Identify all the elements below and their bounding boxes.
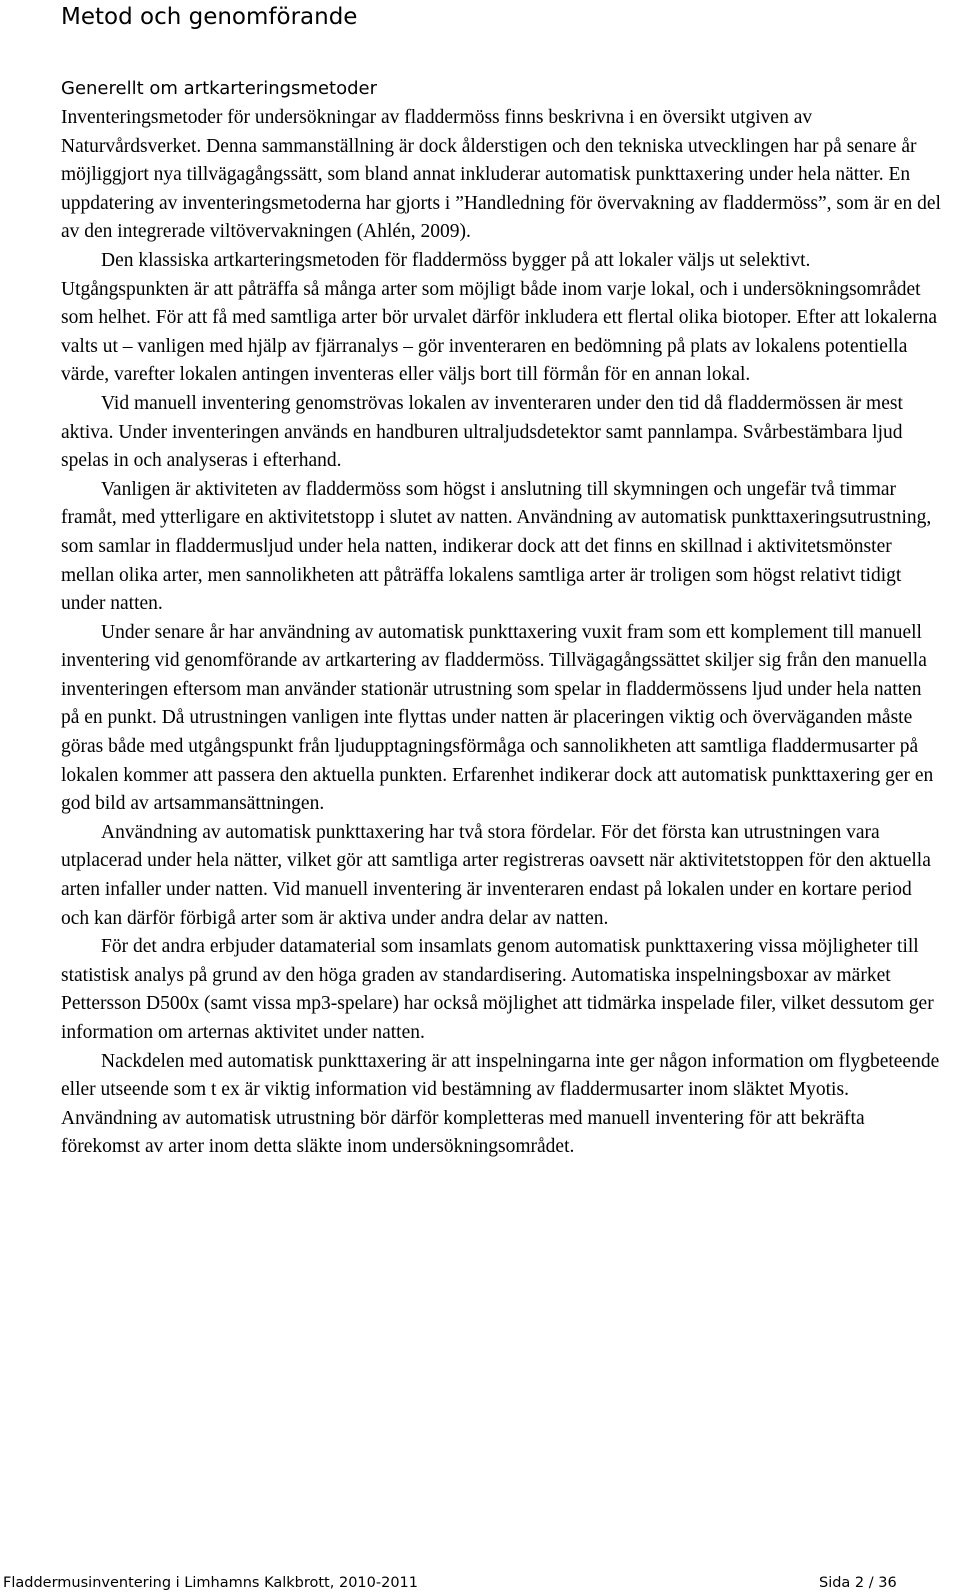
paragraph-first-advantage: Användning av automatisk punkttaxering har två stora fördelar. För det första kan utrustningen vara utplacerad under hela nätter, vilket gör att samtliga arter registreras oavsett när aktivitetstoppen för den aktuella arten infaller under natten. Vid manuell inventering är inventeraren endast på lokalen under en kortare period och kan därför förbigå arter som är aktiva under andra delar av natten.	[61, 821, 931, 929]
paragraph-classic-method: Den klassiska artkarteringsmetoden för fladdermöss bygger på att lokaler väljs ut selektivt. Utgångspunkten är att påträffa så många arter som möjligt både inom varje lokal, och i undersökningsområdet som helhet. För att få med samtliga arter bör urvalet därför inkludera ett flertal olika biotoper. Efter att lokalerna valts ut – vanligen med hjälp av fjärranalys – gör inventeraren en bedömning på plats av lokalens potentiella värde, varefter lokalen antingen inventeras eller väljs bort till förmån för en annan lokal.	[61, 249, 938, 386]
paragraph-disadvantage: Nackdelen med automatisk punkttaxering är att inspelningarna inte ger någon information om flygbeteende eller utseende som t ex är viktig information vid bestämning av fladdermusarter inom släktet Myotis. Användning av automatisk utrustning bör därför kompletteras med manuell inventering för att bekräfta förekomst av arter inom detta släkte inom undersökningsområdet.	[61, 1050, 940, 1158]
body-text	[61, 104, 943, 1162]
footer-page-number: Sida 2 / 36	[819, 1575, 897, 1591]
section-heading: Generellt om artkarteringsmetoder	[61, 78, 377, 99]
footer-document-title: Fladdermusinventering i Limhamns Kalkbrott, 2010-2011	[3, 1575, 418, 1591]
paragraph-second-advantage: För det andra erbjuder datamaterial som insamlats genom automatisk punkttaxering vissa möjligheter till statistisk analys på grund av den höga graden av standardisering. Automatiska inspelningsboxar av märket Pettersson D500x (samt vissa mp3-spelare) har också möjlighet att tidmärka inspelade filer, vilket dessutom ger information om arternas aktivitet under natten.	[61, 936, 934, 1043]
paragraph-manual-inventory: Vid manuell inventering genomströvas lokalen av inventeraren under den tid då fladdermössen är mest aktiva. Under inventeringen används en handburen ultraljudsdetektor samt pannlampa. Svårbestämbara ljud spelas in och analyseras i efterhand.	[61, 392, 903, 472]
page-footer	[0, 1573, 960, 1593]
page-title: Metod och genomförande	[61, 4, 358, 30]
paragraph-activity-pattern: Vanligen är aktiviteten av fladdermöss som högst i anslutning till skymningen och ungefär två timmar framåt, med ytterligare en aktivitetstopp i slutet av natten. Användning av automatisk punkttaxeringsutrustning, som samlar in fladdermusljud under hela natten, indikerar dock att det finns en skillnad i aktivitetsmönster mellan olika arter, men sannolikheten att påträffa lokalens samtliga arter är troligen som högst relativt tidigt under natten.	[61, 478, 932, 615]
paragraph-automatic-survey: Under senare år har användning av automatisk punkttaxering vuxit fram som ett komplement till manuell inventering vid genomförande av artkartering av fladdermöss. Tillvägagångssättet skiljer sig från den manuella inventeringen eftersom man använder stationär utrustning som spelar in fladdermössens ljud under hela natten på en punkt. Då utrustningen vanligen inte flyttas under natten är placeringen viktig och överväganden måste göras både med utgångspunkt från ljudupptagningsförmåga och sannolikheten att samtliga fladdermusarter på lokalen kommer att passera den aktuella punkten. Erfarenhet indikerar dock att automatisk punkttaxering ger en god bild av artsammansättningen.	[61, 621, 934, 815]
paragraph-intro: Inventeringsmetoder för undersökningar av fladdermöss finns beskrivna i en översikt utgiven av Naturvårdsverket. Denna sammanställning är dock ålderstigen och den tekniska utvecklingen har på senare år möjliggjort nya tillvägagångssätt, som bland annat inkluderar automatisk punkttaxering under hela nätter. En uppdatering av inventeringsmetoderna har gjorts i ”Handledning för övervakning av fladdermöss”, som är en del av den integrerade viltövervakningen (Ahlén, 2009).	[61, 107, 941, 243]
